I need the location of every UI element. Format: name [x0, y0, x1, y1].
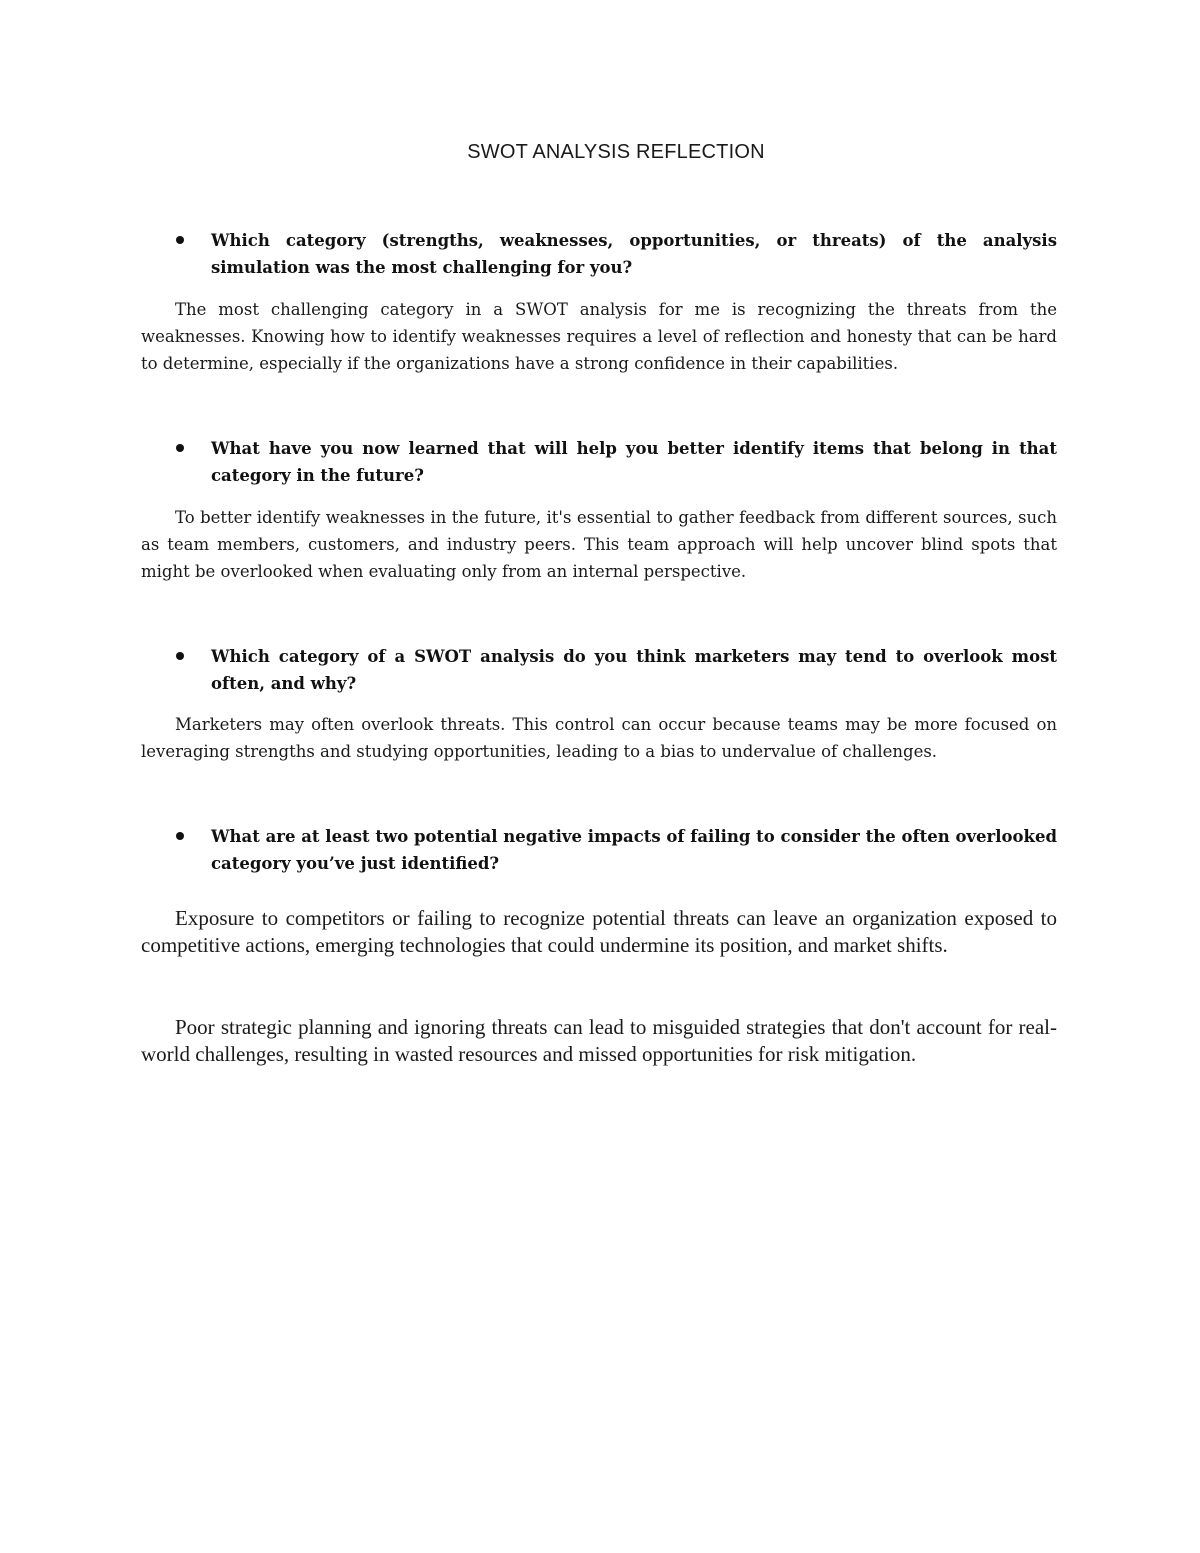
bullet-icon [176, 832, 184, 840]
question-4: What are at least two potential negative impacts of failing to consider the often overlooked category you’ve just identified? [211, 827, 1057, 873]
bullet-icon [176, 444, 184, 452]
question-3: Which category of a SWOT analysis do you think marketers may tend to overlook most often, and why? [211, 647, 1057, 693]
answer-2: To better identify weaknesses in the future, it's essential to gather feedback from different sources, such as team members, customers, and industry peers. This team approach will help uncover blind spots that might be overlooked when evaluating only from an internal perspective. [141, 508, 1057, 581]
page-title: SWOT ANALYSIS REFLECTION [467, 141, 765, 163]
answer-4a: Exposure to competitors or failing to recognize potential threats can leave an organization exposed to competitive actions, emerging technologies that could undermine its position, and market shifts. [141, 906, 1057, 957]
question-1: Which category (strengths, weaknesses, opportunities, or threats) of the analysis simulation was the most challenging for you? [211, 231, 1057, 277]
bullet-icon [176, 652, 184, 660]
bullet-icon [176, 236, 184, 244]
answer-1: The most challenging category in a SWOT analysis for me is recognizing the threats from the weaknesses. Knowing how to identify weaknesses requires a level of reflection and honesty that can be hard to determine, especially if the organizations have a strong confidence in their capabilities. [141, 300, 1057, 373]
answer-4b: Poor strategic planning and ignoring threats can lead to misguided strategies that don't account for real-world challenges, resulting in wasted resources and missed opportunities for risk mitigation. [141, 1015, 1057, 1066]
answer-3: Marketers may often overlook threats. This control can occur because teams may be more focused on leveraging strengths and studying opportunities, leading to a bias to undervalue of challenges. [141, 715, 1057, 761]
question-2: What have you now learned that will help you better identify items that belong in that category in the future? [211, 439, 1057, 485]
